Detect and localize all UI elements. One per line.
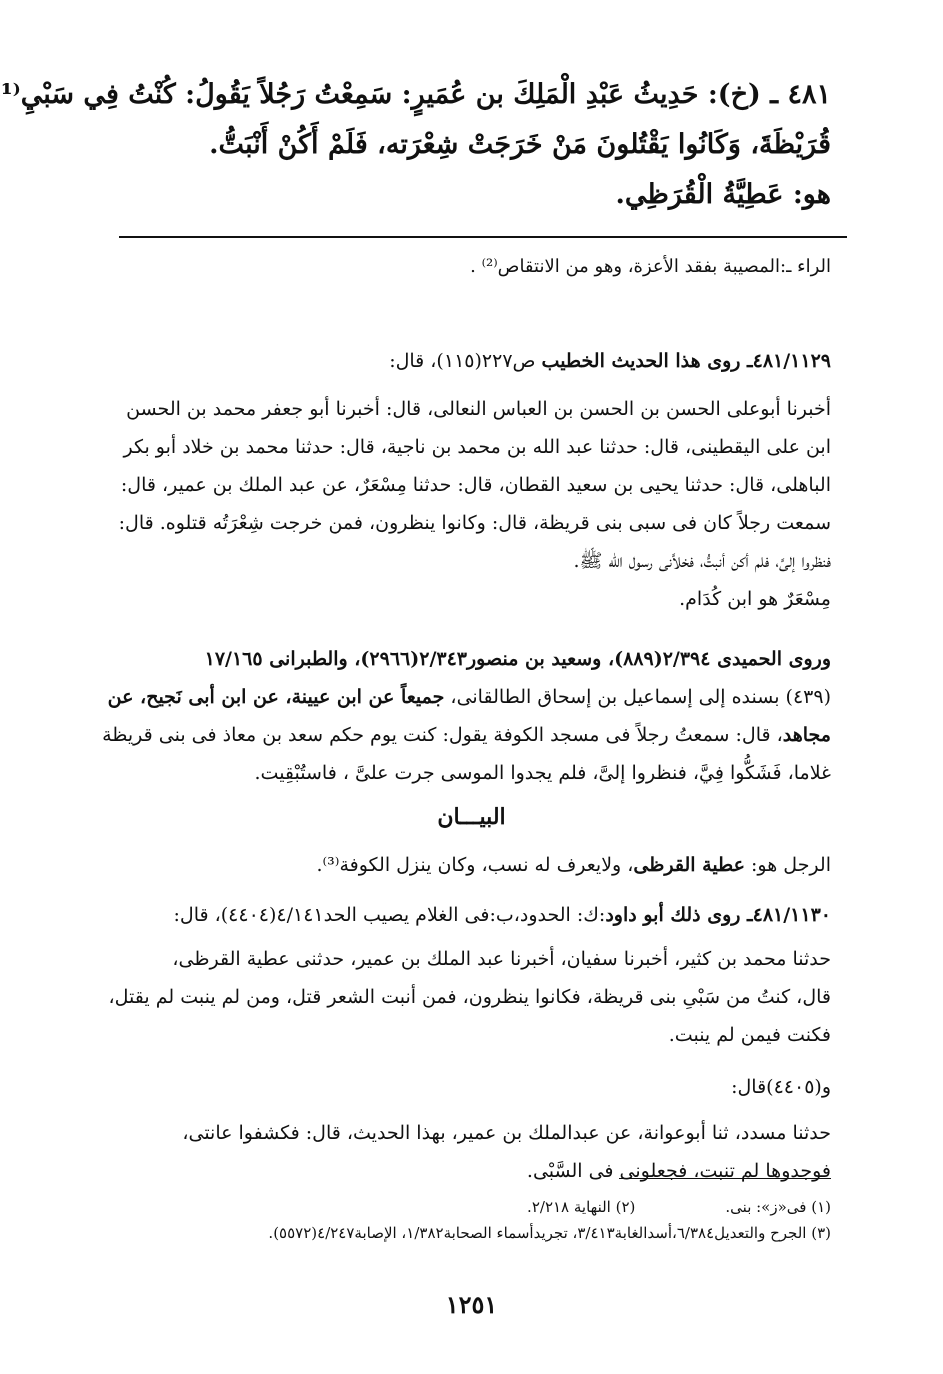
section-4405 <box>119 1068 831 1106</box>
section-1130-heading-rest: :ك: الحدود،ب:فى الغلام يصيب الحد٤/١٤١(٤٤٠٤)، قال: <box>173 904 606 926</box>
footnote-1: (١) فى«ز»: بنى. <box>725 1198 831 1216</box>
section-1129-line: أخبرنا أبوعلى الحسن بن الحسن بن العباس النعالى، قال: أخبرنا أبو جعفر محمد بن الحسن <box>126 398 831 420</box>
section-1130-heading-bold: ٤٨١/١١٣٠ـ روى ذلك أبو داود <box>605 904 831 926</box>
footnote-separator <box>619 1178 831 1179</box>
section-1129-body <box>119 390 831 618</box>
matn-line-2: قُرَيْظَةَ، وَكَانُوا يَقْتُلونَ مَنْ خَرَجَتْ شِعْرَته، فَلَمْ أَكُنْ أَنْبَتُّ. <box>209 129 831 160</box>
section-1130-line: قال، كنتُ من سَبْىِ بنى قريظة، فكانوا ينظرون، فمن أنبت الشعر قتل، ومن لم ينبت لم يقتل، <box>108 986 831 1008</box>
section-1129 <box>119 342 831 380</box>
section-4405-line: حدثنا مسدد، ثنا أبوعوانة، عن عبدالملك بن عمير، بهذا الحديث، قال: فكشفوا عانتى، <box>182 1122 831 1144</box>
footnotes <box>119 1194 831 1246</box>
section-1129-line: ابن على اليقطينى، قال: حدثنا عبد الله بن محمد بن ناجية، قال: حدثنا محمد بن خلاد أبو بكر <box>123 436 831 458</box>
section-humaydi-line-1: وروى الحميدى ٢/٣٩٤(٨٨٩)، وسعيد بن منصور٢/٣٤٣(٢٩٦٦)، والطبرانى ١٧/١٦٥ <box>204 648 831 670</box>
bayan-text <box>119 846 831 884</box>
section-4405-line: فوجدوها لم تنبت، فجعلونى فى السَّبْى. <box>526 1160 831 1182</box>
matn-line-1: ٤٨١ ـ (خ): حَدِيثُ عَبْدِ الْمَلِكَ بن عُمَيرٍ: سَمِعْتُ رَجُلاً يَقُولُ: كُنْتُ فِي سَبْيِ⁽¹ <box>0 79 831 110</box>
section-1129-line: فنظروا إلىَّ، فلم أكن أنبتُّ، فخلاَّنى رسول الله ﷺ. <box>573 550 831 572</box>
section-humaydi-line-2 <box>107 678 831 716</box>
section-1129-heading-bold: ٤٨١/١١٢٩ـ روى هذا الحديث الخطيب <box>541 350 831 372</box>
section-humaydi-line-2b: جميعاً عن ابن عيينة، عن ابن أبى نَجيح، عن <box>107 686 445 708</box>
section-humaydi-line-3a: مجاهد <box>782 724 831 746</box>
bayan-text-c: ، ولايعرف له نسب، وكان ينزل الكوفة⁽³⁾. <box>316 854 634 876</box>
section-1130-body <box>108 940 831 1054</box>
page-number: ١٢٥١ <box>445 1290 498 1319</box>
top-note: الراء ـ:المصيبة بفقد الأعزة، وهو من الانتقاص⁽²⁾ . <box>470 256 831 277</box>
section-1130 <box>119 896 831 934</box>
bayan-text-a: الرجل هو: <box>744 854 831 876</box>
section-4405-sub: و(٤٤٠٥)قال: <box>731 1076 831 1098</box>
footnote-3: (٣) الجرح والتعديل٦/٣٨٤،أسدالغابة٣/٤١٣، تجريدأسماء الصحابة١/٣٨٢، الإصابة٤/٢٤٧(٥٥٧٢). <box>268 1224 831 1242</box>
separator-rule <box>119 236 847 238</box>
footnote-row-1 <box>119 1194 831 1220</box>
section-1129-heading <box>119 342 831 380</box>
section-1129-line: الباهلى، قال: حدثنا يحيى بن سعيد القطان، قال: حدثنا مِسْعَرٌ، عن عبد الملك بن عمير، قال: <box>120 474 831 496</box>
footnote-2: (٢) النهاية ٢/٢١٨. <box>527 1198 636 1216</box>
section-humaydi-line-4: غلاما، فَشَكُّوا فِيَّ، فنظروا إلىَّ، فلم يجدوا الموسى جرت علىَّ ، فاستُبْقِيت. <box>254 762 831 784</box>
section-humaydi <box>102 640 831 792</box>
section-1130-heading <box>119 896 831 934</box>
section-1129-line: سمعت رجلاً كان فى سبى بنى قريظة، قال: وكانوا ينظرون، فمن خرجت شِعْرَتُه قتلوه. قال: <box>118 512 831 534</box>
section-humaydi-line-3b: ، قال: سمعتُ رجلاً فى مسجد الكوفة يقول: كنت يوم حكم سعد بن معاذ فى بنى قريظة <box>102 724 783 746</box>
section-humaydi-line-2a: (٤٣٩) بسنده إلى إسماعيل بن إسحاق الطالقانى، <box>444 686 831 708</box>
bayan-line <box>119 846 831 884</box>
bayan-title: البيـــان <box>437 804 506 830</box>
section-1130-line: فكنت فيمن لم ينبت. <box>668 1024 831 1046</box>
section-1130-line: حدثنا محمد بن كثير، أخبرنا سفيان، أخبرنا عبد الملك بن عمير، حدثنى عطية القرظى، <box>172 948 831 970</box>
bayan-text-b: عطية القرظى <box>633 854 745 876</box>
section-1129-heading-rest: ص٢٢٧(١١٥)، قال: <box>389 350 542 372</box>
section-humaydi-line-3 <box>102 716 831 754</box>
section-1129-note: مِسْعَرٌ هو ابن كُدَام. <box>679 588 831 610</box>
hadith-matn <box>0 70 831 220</box>
matn-line-3: هو: عَطِيَّةُ الْقُرَظِي. <box>615 179 831 210</box>
